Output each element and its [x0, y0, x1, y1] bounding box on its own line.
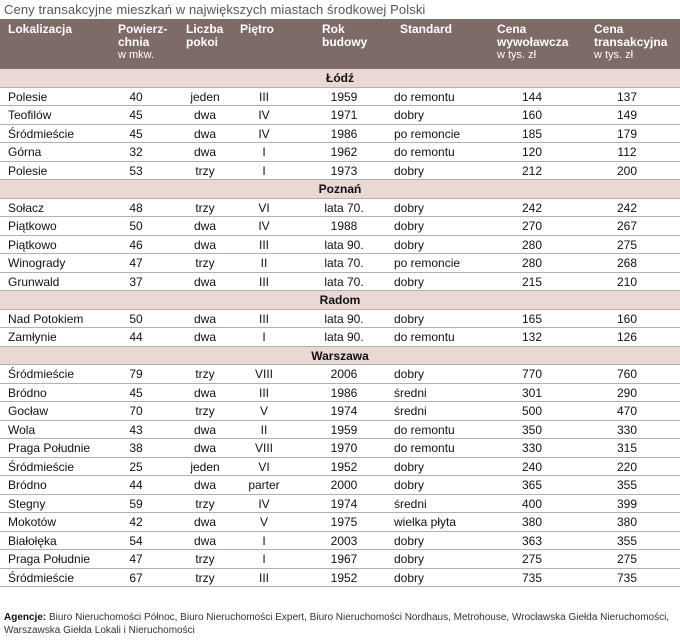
cell-lokalizacja: Polesie: [8, 89, 48, 104]
cell-pietro: I: [262, 533, 266, 548]
cell-lokalizacja: Śródmieście: [8, 367, 75, 381]
cell-standard: dobry: [394, 570, 425, 585]
cell-pokoi: jeden: [190, 459, 220, 474]
cell-lokalizacja: Śródmieście: [8, 459, 75, 474]
table-row: [0, 421, 680, 440]
cell-cena-wywolawcza: 400: [521, 496, 543, 511]
cell-powierzchnia: 47: [129, 552, 143, 566]
header-transakcyjna-line2: transakcyjna: [594, 35, 668, 49]
footer-text: Biuro Nieruchomości Północ, Biuro Nieruchomości Expert, Biuro Nieruchomości Nordhaus, Metrohouse, Wrocławska Giełda Nieruchomości, Warszawska Giełda Lokali i Nieruchomości: [4, 612, 670, 636]
header-wywolawcza-unit: w tys. zł: [497, 49, 537, 61]
cell-standard: do remontu: [394, 330, 455, 344]
header-wywolawcza: [497, 23, 568, 62]
cell-cena-wywolawcza: 770: [521, 367, 543, 381]
header-pietro: Piętro: [240, 22, 275, 36]
header-rok: [322, 23, 367, 49]
footer-label: Agencje:: [4, 612, 47, 623]
cell-powierzchnia: 53: [129, 163, 143, 178]
cell-powierzchnia: 40: [129, 89, 143, 104]
cell-rok: 2000: [330, 478, 358, 492]
table-row: [0, 106, 680, 125]
cell-cena-wywolawcza: 330: [521, 441, 543, 455]
header-wywolawcza-line2: wywoławcza: [497, 35, 569, 49]
table-row: [0, 310, 680, 329]
cell-pokoi: trzy: [195, 367, 215, 381]
cell-cena-wywolawcza: 350: [521, 422, 543, 437]
cell-pietro: I: [262, 330, 266, 344]
cell-powierzchnia: 25: [129, 459, 143, 474]
cell-cena-wywolawcza: 185: [521, 126, 543, 141]
cell-cena-transakcyjna: 315: [616, 441, 638, 455]
cell-cena-wywolawcza: 132: [521, 330, 543, 344]
cell-cena-transakcyjna: 735: [616, 570, 638, 585]
cell-standard: do remontu: [394, 145, 455, 159]
header-rok-line2: budowy: [322, 35, 368, 49]
cell-pietro: III: [258, 89, 269, 104]
cell-rok: 1975: [330, 515, 358, 529]
cell-lokalizacja: Mokotów: [8, 515, 57, 529]
cell-pietro: IV: [258, 108, 270, 122]
cell-pokoi: trzy: [195, 570, 215, 585]
cell-powierzchnia: 37: [129, 274, 143, 289]
cell-cena-transakcyjna: 112: [617, 145, 637, 159]
cell-standard: dobry: [394, 237, 425, 252]
table-row: [0, 458, 680, 477]
cell-rok: 1973: [330, 163, 358, 178]
cell-cena-wywolawcza: 215: [521, 274, 543, 289]
table-row: [0, 236, 680, 255]
cell-standard: po remoncie: [394, 126, 461, 141]
cell-pokoi: trzy: [195, 552, 215, 566]
cell-pokoi: dwa: [193, 237, 216, 252]
cell-cena-wywolawcza: 275: [521, 552, 543, 566]
cell-standard: do remontu: [394, 422, 455, 437]
cell-standard: średni: [394, 496, 427, 511]
cell-standard: do remontu: [394, 89, 455, 104]
table-row: [0, 143, 680, 162]
cell-rok: lata 70.: [324, 256, 364, 270]
header-rok-line1: Rok: [322, 22, 345, 36]
header-powierzchnia: [118, 23, 167, 62]
table-row: [0, 254, 680, 273]
section-header: Łódź: [0, 69, 680, 88]
cell-cena-wywolawcza: 270: [521, 219, 543, 233]
cell-powierzchnia: 50: [129, 311, 143, 326]
cell-pietro: II: [260, 256, 268, 270]
cell-powierzchnia: 44: [129, 330, 143, 344]
cell-standard: średni: [394, 404, 427, 418]
cell-pokoi: jeden: [190, 89, 220, 104]
cell-pokoi: trzy: [195, 404, 215, 418]
cell-powierzchnia: 32: [129, 145, 143, 159]
cell-pokoi: dwa: [193, 533, 216, 548]
cell-pietro: VI: [258, 200, 270, 215]
cell-pietro: I: [262, 145, 266, 159]
header-powierzchnia-unit: w mkw.: [118, 49, 155, 61]
cell-cena-transakcyjna: 355: [616, 478, 638, 492]
cell-standard: do remontu: [394, 441, 455, 455]
cell-pietro: parter: [248, 478, 280, 492]
table-row: [0, 199, 680, 218]
cell-standard: dobry: [394, 459, 425, 474]
table-row: [0, 217, 680, 236]
cell-cena-transakcyjna: 267: [616, 219, 638, 233]
cell-standard: wielka płyta: [394, 515, 457, 529]
cell-cena-transakcyjna: 160: [616, 311, 638, 326]
cell-pokoi: dwa: [193, 145, 216, 159]
table-row: [0, 550, 680, 569]
cell-standard: dobry: [394, 533, 425, 548]
cell-lokalizacja: Praga Południe: [8, 441, 91, 455]
table-row: [0, 495, 680, 514]
header-standard: Standard: [400, 22, 453, 36]
table-header: [0, 19, 680, 69]
cell-pokoi: dwa: [193, 515, 216, 529]
cell-rok: lata 70.: [324, 274, 364, 289]
cell-rok: lata 90.: [324, 237, 364, 252]
table-row: [0, 328, 680, 347]
cell-cena-wywolawcza: 160: [521, 108, 543, 122]
cell-standard: dobry: [394, 478, 425, 492]
cell-lokalizacja: Górna: [8, 145, 42, 159]
cell-pokoi: trzy: [195, 496, 215, 511]
cell-cena-transakcyjna: 179: [616, 126, 638, 141]
cell-cena-wywolawcza: 363: [521, 533, 543, 548]
cell-pokoi: dwa: [193, 219, 216, 233]
cell-cena-transakcyjna: 210: [616, 274, 638, 289]
header-pokoi-line2: pokoi: [186, 35, 218, 49]
table-row: [0, 125, 680, 144]
cell-rok: 1988: [330, 219, 358, 233]
cell-cena-transakcyjna: 330: [616, 422, 638, 437]
cell-powierzchnia: 59: [129, 496, 143, 511]
cell-standard: dobry: [394, 274, 425, 289]
cell-cena-wywolawcza: 280: [521, 237, 543, 252]
cell-cena-wywolawcza: 365: [521, 478, 543, 492]
cell-pietro: III: [258, 385, 269, 400]
cell-pietro: VIII: [254, 441, 273, 455]
cell-powierzchnia: 44: [129, 478, 143, 492]
cell-powierzchnia: 79: [129, 367, 143, 381]
cell-powierzchnia: 46: [129, 237, 143, 252]
cell-pietro: IV: [258, 219, 270, 233]
cell-cena-transakcyjna: 760: [616, 367, 638, 381]
table-row: [0, 365, 680, 384]
cell-cena-transakcyjna: 470: [616, 404, 638, 418]
table-row: [0, 513, 680, 532]
cell-powierzchnia: 70: [129, 404, 143, 418]
cell-rok: 2003: [330, 533, 358, 548]
table-row: [0, 569, 680, 588]
cell-cena-transakcyjna: 149: [616, 108, 638, 122]
cell-pokoi: dwa: [193, 126, 216, 141]
cell-cena-transakcyjna: 220: [616, 459, 638, 474]
cell-standard: dobry: [394, 367, 425, 381]
cell-pietro: IV: [258, 496, 270, 511]
cell-lokalizacja: Nad Potokiem: [8, 311, 84, 326]
cell-rok: 2006: [330, 367, 358, 381]
header-lokalizacja: Lokalizacja: [8, 22, 73, 36]
footer-sources: [4, 611, 678, 637]
cell-pietro: V: [259, 404, 268, 418]
cell-lokalizacja: Piątkowo: [8, 219, 57, 233]
cell-standard: dobry: [394, 552, 425, 566]
header-powierzchnia-line1: Powierz-: [118, 22, 168, 36]
cell-powierzchnia: 45: [129, 126, 143, 141]
cell-cena-wywolawcza: 242: [521, 200, 543, 215]
cell-pietro: I: [262, 552, 266, 566]
table-title: Ceny transakcyjne mieszkań w największych miastach środkowej Polski: [4, 2, 426, 17]
cell-pokoi: dwa: [193, 385, 216, 400]
cell-cena-transakcyjna: 380: [616, 515, 638, 529]
cell-cena-transakcyjna: 242: [616, 200, 638, 215]
cell-lokalizacja: Gocław: [8, 404, 49, 418]
cell-lokalizacja: Piątkowo: [8, 237, 57, 252]
cell-pokoi: dwa: [193, 311, 216, 326]
cell-cena-transakcyjna: 399: [616, 496, 638, 511]
cell-standard: dobry: [394, 200, 425, 215]
cell-lokalizacja: Wola: [8, 422, 36, 437]
table-body: [0, 69, 680, 587]
header-pokoi-line1: Liczba: [186, 22, 224, 36]
cell-pietro: III: [258, 237, 269, 252]
cell-rok: lata 90.: [324, 330, 364, 344]
cell-cena-wywolawcza: 301: [521, 385, 543, 400]
cell-standard: średni: [394, 385, 427, 400]
cell-pokoi: dwa: [193, 108, 216, 122]
cell-lokalizacja: Praga Południe: [8, 552, 91, 566]
cell-cena-transakcyjna: 290: [616, 385, 638, 400]
cell-pokoi: dwa: [193, 478, 216, 492]
cell-cena-transakcyjna: 275: [616, 237, 638, 252]
cell-lokalizacja: Winogrady: [8, 256, 66, 270]
cell-standard: dobry: [394, 163, 425, 178]
cell-cena-transakcyjna: 137: [616, 89, 638, 104]
cell-cena-wywolawcza: 120: [521, 145, 543, 159]
cell-standard: dobry: [394, 311, 425, 326]
cell-lokalizacja: Sołacz: [8, 200, 45, 215]
cell-cena-transakcyjna: 268: [616, 256, 638, 270]
cell-pietro: IV: [258, 126, 270, 141]
cell-powierzchnia: 42: [129, 515, 143, 529]
header-transakcyjna-unit: w tys. zł: [594, 49, 634, 61]
cell-pietro: I: [262, 163, 266, 178]
cell-lokalizacja: Stegny: [8, 496, 46, 511]
table-row: [0, 476, 680, 495]
cell-cena-wywolawcza: 240: [521, 459, 543, 474]
cell-powierzchnia: 45: [129, 108, 143, 122]
cell-lokalizacja: Białołęka: [8, 533, 57, 548]
cell-cena-wywolawcza: 165: [521, 311, 543, 326]
cell-cena-wywolawcza: 212: [521, 163, 543, 178]
cell-rok: 1959: [330, 422, 358, 437]
cell-pietro: III: [258, 274, 269, 289]
header-wywolawcza-line1: Cena: [497, 22, 527, 36]
cell-rok: 1971: [330, 108, 358, 122]
cell-rok: 1986: [330, 126, 358, 141]
cell-pokoi: dwa: [193, 274, 216, 289]
cell-standard: dobry: [394, 108, 425, 122]
cell-pokoi: dwa: [193, 441, 216, 455]
cell-rok: lata 70.: [324, 200, 364, 215]
section-header: Warszawa: [0, 347, 680, 366]
cell-lokalizacja: Śródmieście: [8, 570, 75, 585]
cell-standard: dobry: [394, 219, 425, 233]
cell-powierzchnia: 48: [129, 200, 143, 215]
cell-pietro: VI: [258, 459, 270, 474]
cell-rok: 1970: [330, 441, 358, 455]
cell-powierzchnia: 67: [129, 570, 143, 585]
cell-rok: 1952: [330, 570, 358, 585]
table-row: [0, 273, 680, 292]
cell-rok: 1974: [330, 404, 358, 418]
cell-rok: 1952: [330, 459, 358, 474]
cell-pokoi: trzy: [195, 163, 215, 178]
cell-cena-transakcyjna: 275: [616, 552, 638, 566]
cell-powierzchnia: 50: [129, 219, 143, 233]
cell-cena-wywolawcza: 500: [521, 404, 543, 418]
cell-rok: 1974: [330, 496, 358, 511]
table-row: [0, 532, 680, 551]
cell-pietro: II: [260, 422, 268, 437]
cell-pietro: III: [258, 311, 269, 326]
table-row: [0, 402, 680, 421]
cell-cena-transakcyjna: 126: [616, 330, 638, 344]
cell-powierzchnia: 45: [129, 385, 143, 400]
cell-rok: 1962: [330, 145, 358, 159]
cell-rok: lata 90.: [324, 311, 364, 326]
table-row: [0, 88, 680, 107]
cell-lokalizacja: Śródmieście: [8, 126, 75, 141]
cell-lokalizacja: Bródno: [8, 478, 47, 492]
cell-lokalizacja: Bródno: [8, 385, 47, 400]
cell-lokalizacja: Teofilów: [8, 108, 52, 122]
cell-pokoi: trzy: [195, 256, 215, 270]
cell-pokoi: dwa: [193, 330, 216, 344]
table-row: [0, 384, 680, 403]
cell-lokalizacja: Grunwald: [8, 274, 60, 289]
header-transakcyjna-line1: Cena: [594, 22, 624, 36]
cell-powierzchnia: 47: [129, 256, 143, 270]
cell-cena-wywolawcza: 144: [521, 89, 543, 104]
header-transakcyjna: [594, 23, 667, 62]
cell-powierzchnia: 43: [129, 422, 143, 437]
header-pokoi: [186, 23, 223, 49]
section-header: Radom: [0, 291, 680, 310]
table-row: [0, 439, 680, 458]
cell-cena-wywolawcza: 280: [521, 256, 543, 270]
cell-rok: 1986: [330, 385, 358, 400]
cell-powierzchnia: 38: [129, 441, 143, 455]
cell-pietro: III: [258, 570, 269, 585]
cell-cena-transakcyjna: 200: [616, 163, 638, 178]
cell-pokoi: trzy: [195, 200, 215, 215]
cell-standard: po remoncie: [394, 256, 461, 270]
cell-pokoi: dwa: [193, 422, 216, 437]
cell-rok: 1967: [330, 552, 358, 566]
header-powierzchnia-line2: chnia: [118, 35, 150, 49]
cell-powierzchnia: 54: [129, 533, 143, 548]
cell-lokalizacja: Polesie: [8, 163, 48, 178]
cell-cena-transakcyjna: 355: [616, 533, 638, 548]
table-row: [0, 162, 680, 181]
cell-cena-wywolawcza: 380: [521, 515, 543, 529]
cell-cena-wywolawcza: 735: [521, 570, 543, 585]
cell-rok: 1959: [330, 89, 358, 104]
cell-pietro: V: [259, 515, 268, 529]
section-header: Poznań: [0, 180, 680, 199]
cell-pietro: VIII: [254, 367, 273, 381]
cell-lokalizacja: Zamłynie: [8, 330, 57, 344]
